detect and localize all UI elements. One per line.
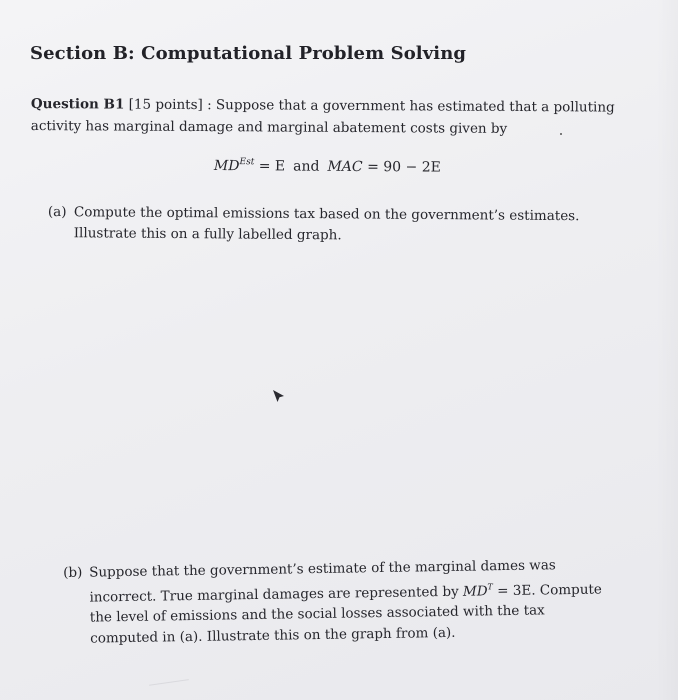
section-title: Section B: Computational Problem Solving	[30, 43, 467, 64]
part-b-marker: (b)	[63, 564, 83, 581]
mac-rhs: = 90 − 2E	[367, 159, 441, 176]
md-symbol: MD	[213, 157, 240, 175]
md-rhs: = E	[258, 158, 286, 175]
part-b-md-symbol: MD	[462, 582, 488, 600]
equation-conjunction: and	[293, 158, 320, 175]
question-points: [15 points]	[128, 96, 203, 114]
question-label: Question B1	[30, 95, 125, 113]
part-b	[63, 554, 614, 649]
part-b-text-before: Suppose that the government’s estimate of the marginal dames was incorrect. True marginal damages are represented by	[89, 557, 556, 606]
paper-speck	[560, 133, 562, 135]
part-b-md-superscript: T	[487, 581, 493, 591]
equation	[214, 157, 441, 176]
part-b-text-after: . Compute the level of emissions and the social losses associated with the tax computed in (a). Illustrate this on the graph from (a).	[89, 581, 602, 647]
part-a-text: Compute the optimal emissions tax based on the government’s estimates. Illustrate this on a fully labelled graph.	[73, 204, 580, 244]
paper-scuff	[147, 665, 189, 685]
part-a	[48, 202, 628, 249]
md-superscript: Est	[239, 157, 255, 168]
mouse-pointer-icon	[272, 389, 286, 405]
question-text: Suppose that a government has estimated that a polluting activity has marginal damage and marginal abatement costs given by	[30, 97, 615, 137]
mac-symbol: MAC	[327, 158, 363, 176]
part-b-body	[63, 554, 614, 649]
question-b1	[31, 93, 631, 141]
question-separator: :	[202, 97, 217, 114]
part-a-marker: (a)	[47, 203, 67, 221]
part-b-md-rhs: = 3E	[492, 582, 532, 599]
edge-shadow	[656, 0, 678, 700]
